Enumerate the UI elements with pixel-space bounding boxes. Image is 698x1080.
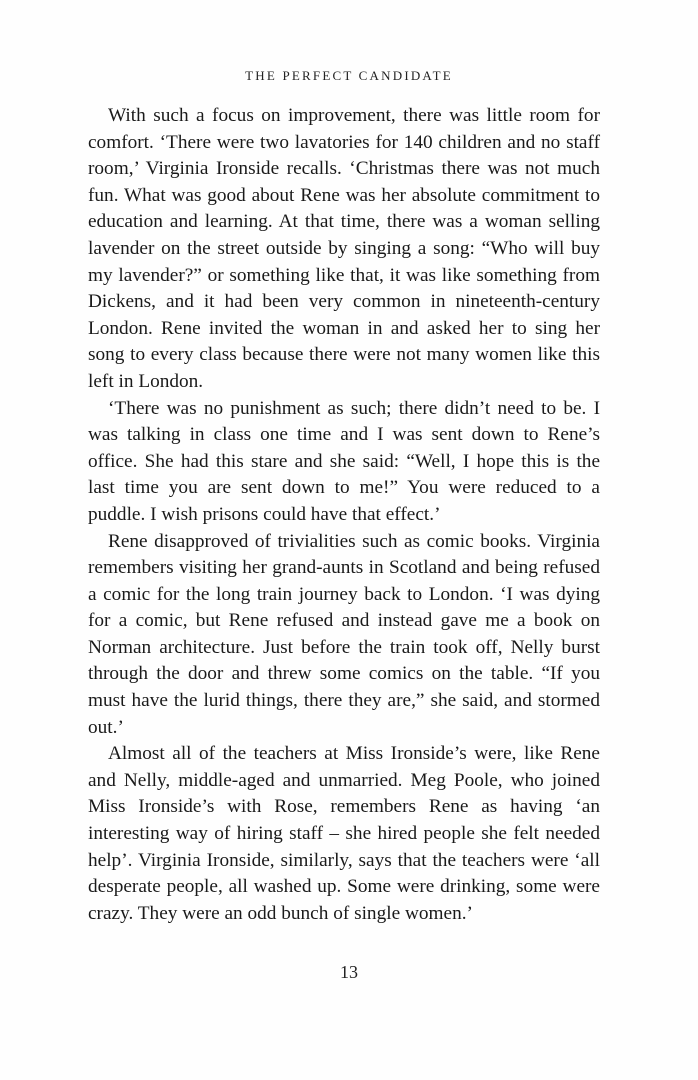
page-number: 13 <box>340 962 358 982</box>
paragraph-4: Almost all of the teachers at Miss Ironside’s were, like Rene and Nelly, middle-aged and unmarried. Meg Poole, who joined Miss Ironside’s with Rose, remembers Rene as having ‘an interesting way of hiring staff – she hired people she felt needed help’. Virginia Ironside, similarly, says that the teachers were ‘all desperate people, all washed up. Some were drinking, some were crazy. They were an odd bunch of single women.’ <box>88 743 600 924</box>
body-text <box>88 103 600 927</box>
paragraph-2: ‘There was no punishment as such; there didn’t need to be. I was talking in class one time and I was sent down to Rene’s office. She had this stare and she said: “Well, I hope this is the last time you are sent down to me!” You were reduced to a puddle. I wish prisons could have that effect.’ <box>88 397 600 525</box>
running-head: THE PERFECT CANDIDATE <box>245 68 453 83</box>
paragraph-3: Rene disapproved of trivialities such as comic books. Virginia remembers visiting her grand-aunts in Scotland and being refused a comic for the long train journey back to London. ‘I was dying for a comic, but Rene refused and instead gave me a book on Norman architecture. Just before the train took off, Nelly burst through the door and threw some comics on the table. “If you must have the lurid things, there they are,” she said, and stormed out.’ <box>88 530 600 738</box>
paragraph-1: With such a focus on improvement, there was little room for comfort. ‘There were two lavatories for 140 children and no staff room,’ Virginia Ironside recalls. ‘Christmas there was not much fun. What was good about Rene was her absolute commitment to education and learning. At that time, there was a woman selling lavender on the street outside by singing a song: “Who will buy my lavender?” or something like that, it was like something from Dickens, and it had been very common in nineteenth-century London. Rene invited the woman in and asked her to sing her song to every class because there were not many women like this left in London. <box>88 105 600 392</box>
